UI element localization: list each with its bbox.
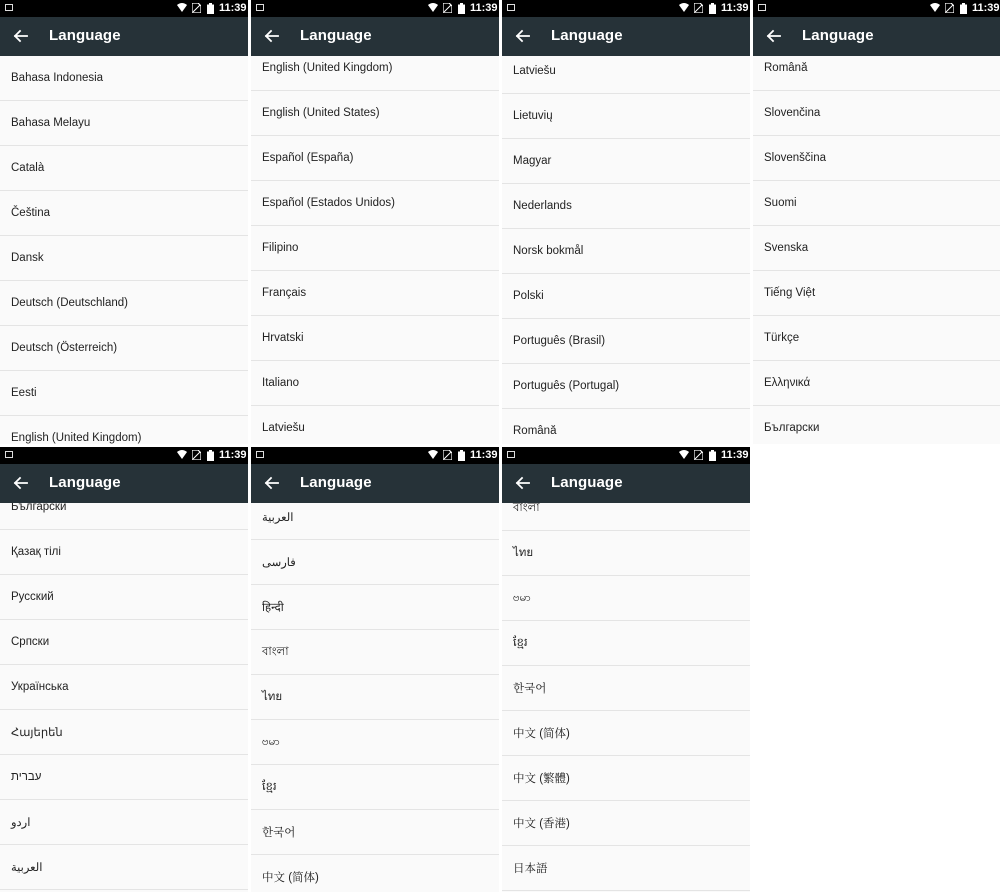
language-list-item[interactable]: Română (502, 409, 750, 444)
language-list-item[interactable]: 中文 (繁體) (502, 756, 750, 801)
wifi-icon (679, 3, 689, 13)
language-list-item[interactable]: Ελληνικά (753, 361, 1000, 406)
back-arrow-icon[interactable] (765, 28, 781, 44)
status-bar (251, 447, 499, 464)
language-list-item[interactable]: Filipino (251, 226, 499, 271)
language-list-item[interactable]: Български (753, 406, 1000, 444)
language-list-item[interactable]: Čeština (0, 191, 248, 236)
language-list-item[interactable]: Română (753, 56, 1000, 91)
toolbar (251, 464, 499, 503)
language-list-item[interactable]: Português (Brasil) (502, 319, 750, 364)
language-list-item[interactable]: اردو (0, 800, 248, 845)
language-list-item[interactable]: Български (0, 503, 248, 530)
language-list-item[interactable]: Norsk bokmål (502, 229, 750, 274)
page-title: Language (49, 474, 121, 491)
language-list-item[interactable]: Nederlands (502, 184, 750, 229)
language-list-item[interactable]: ဗမာ (502, 576, 750, 621)
toolbar (0, 464, 248, 503)
language-list-item[interactable]: ဗမာ (251, 720, 499, 765)
battery-icon (458, 450, 465, 461)
battery-icon (709, 450, 716, 461)
language-list-item[interactable]: العربية (251, 503, 499, 540)
no-sim-icon (192, 3, 201, 13)
wifi-icon (177, 450, 187, 460)
battery-icon (207, 450, 214, 461)
language-list-item[interactable]: Català (0, 146, 248, 191)
language-list-item[interactable]: বাংলা (251, 630, 499, 675)
language-list-item[interactable]: English (United States) (251, 91, 499, 136)
back-arrow-icon[interactable] (514, 475, 530, 491)
image-notification-icon (507, 4, 515, 11)
language-list-item[interactable]: Tiếng Việt (753, 271, 1000, 316)
language-list[interactable] (0, 503, 248, 892)
status-bar (0, 447, 248, 464)
no-sim-icon (694, 3, 703, 13)
language-list-item[interactable]: Suomi (753, 181, 1000, 226)
back-arrow-icon[interactable] (263, 475, 279, 491)
image-notification-icon (256, 4, 264, 11)
status-time: 11:39 (972, 2, 1000, 14)
back-arrow-icon[interactable] (514, 28, 530, 44)
language-list-item[interactable]: Türkçe (753, 316, 1000, 361)
status-time: 11:39 (219, 449, 247, 461)
toolbar (0, 17, 248, 56)
no-sim-icon (694, 450, 703, 460)
language-list-item[interactable]: עברית (0, 755, 248, 800)
language-list-item[interactable]: Español (España) (251, 136, 499, 181)
status-bar (251, 0, 499, 17)
wifi-icon (679, 450, 689, 460)
language-list-item[interactable]: Latviešu (502, 56, 750, 94)
language-screen-3 (502, 0, 750, 444)
language-list-item[interactable]: Italiano (251, 361, 499, 406)
language-list-item[interactable]: 日本語 (502, 846, 750, 891)
battery-icon (709, 3, 716, 14)
language-list-item[interactable]: Հայերեն (0, 710, 248, 755)
language-list-item[interactable]: ខ្មែរ (502, 621, 750, 666)
status-bar (753, 0, 1000, 17)
status-time: 11:39 (721, 449, 749, 461)
language-list[interactable] (502, 56, 750, 444)
language-list-item[interactable]: Српски (0, 620, 248, 665)
language-list-item[interactable]: العربية (0, 845, 248, 890)
image-notification-icon (507, 451, 515, 458)
battery-icon (458, 3, 465, 14)
language-list-item[interactable]: Bahasa Indonesia (0, 56, 248, 101)
language-list-item[interactable]: 한국어 (502, 666, 750, 711)
status-time: 11:39 (219, 2, 247, 14)
language-list-item[interactable]: Lietuvių (502, 94, 750, 139)
wifi-icon (428, 3, 438, 13)
language-list-item[interactable]: Slovenčina (753, 91, 1000, 136)
page-title: Language (802, 27, 874, 44)
language-list-item[interactable]: 中文 (简体) (502, 711, 750, 756)
language-list-item[interactable]: Қазақ тілі (0, 530, 248, 575)
page-title: Language (300, 474, 372, 491)
page-title: Language (300, 27, 372, 44)
language-list[interactable] (251, 56, 499, 444)
toolbar (753, 17, 1000, 56)
no-sim-icon (192, 450, 201, 460)
language-list-item[interactable]: Svenska (753, 226, 1000, 271)
toolbar (502, 17, 750, 56)
language-list-item[interactable]: English (United Kingdom) (0, 416, 248, 444)
language-screen-5 (0, 447, 248, 892)
language-list-item[interactable]: English (United Kingdom) (251, 56, 499, 91)
image-notification-icon (758, 4, 766, 11)
language-list-item[interactable]: ខ្មែរ (251, 765, 499, 810)
image-notification-icon (5, 4, 13, 11)
language-screen-7 (502, 447, 750, 892)
status-time: 11:39 (721, 2, 749, 14)
language-list-item[interactable]: 中文 (香港) (502, 801, 750, 846)
back-arrow-icon[interactable] (263, 28, 279, 44)
status-bar (502, 0, 750, 17)
language-list-item[interactable]: 中文 (简体) (251, 855, 499, 892)
battery-icon (207, 3, 214, 14)
language-list[interactable] (502, 503, 750, 892)
language-screen-1 (0, 0, 248, 444)
no-sim-icon (945, 3, 954, 13)
page-title: Language (551, 474, 623, 491)
status-bar (0, 0, 248, 17)
language-list-item[interactable]: Dansk (0, 236, 248, 281)
wifi-icon (428, 450, 438, 460)
language-list-item[interactable]: Hrvatski (251, 316, 499, 361)
language-list-item[interactable]: Español (Estados Unidos) (251, 181, 499, 226)
status-bar (502, 447, 750, 464)
language-list-item[interactable]: Eesti (0, 371, 248, 416)
language-screen-6 (251, 447, 499, 892)
language-list[interactable] (753, 56, 1000, 444)
language-list-item[interactable]: বাংলা (502, 503, 750, 531)
back-arrow-icon[interactable] (12, 28, 28, 44)
language-list-item[interactable]: 한국어 (251, 810, 499, 855)
language-screen-2 (251, 0, 499, 444)
language-list-item[interactable]: ไทย (502, 531, 750, 576)
language-list-item[interactable]: Deutsch (Österreich) (0, 326, 248, 371)
language-list-item[interactable]: हिन्दी (251, 585, 499, 630)
language-list-item[interactable]: Português (Portugal) (502, 364, 750, 409)
language-list-item[interactable]: Polski (502, 274, 750, 319)
back-arrow-icon[interactable] (12, 475, 28, 491)
toolbar (251, 17, 499, 56)
status-time: 11:39 (470, 449, 498, 461)
language-list-item[interactable]: Latviešu (251, 406, 499, 444)
toolbar (502, 464, 750, 503)
language-list-item[interactable]: Deutsch (Deutschland) (0, 281, 248, 326)
no-sim-icon (443, 450, 452, 460)
language-list-item[interactable]: ไทย (251, 675, 499, 720)
language-list[interactable] (251, 503, 499, 892)
page-title: Language (551, 27, 623, 44)
page-title: Language (49, 27, 121, 44)
language-list-item[interactable]: Slovenščina (753, 136, 1000, 181)
image-notification-icon (5, 451, 13, 458)
language-list-item[interactable]: Français (251, 271, 499, 316)
language-list-item[interactable]: Bahasa Melayu (0, 101, 248, 146)
language-list[interactable] (0, 56, 248, 444)
language-screen-4 (753, 0, 1000, 444)
no-sim-icon (443, 3, 452, 13)
image-notification-icon (256, 451, 264, 458)
battery-icon (960, 3, 967, 14)
language-list-item[interactable]: فارسی (251, 540, 499, 585)
status-time: 11:39 (470, 2, 498, 14)
language-list-item[interactable]: Русский (0, 575, 248, 620)
language-list-item[interactable]: Magyar (502, 139, 750, 184)
wifi-icon (930, 3, 940, 13)
language-list-item[interactable]: Українська (0, 665, 248, 710)
wifi-icon (177, 3, 187, 13)
